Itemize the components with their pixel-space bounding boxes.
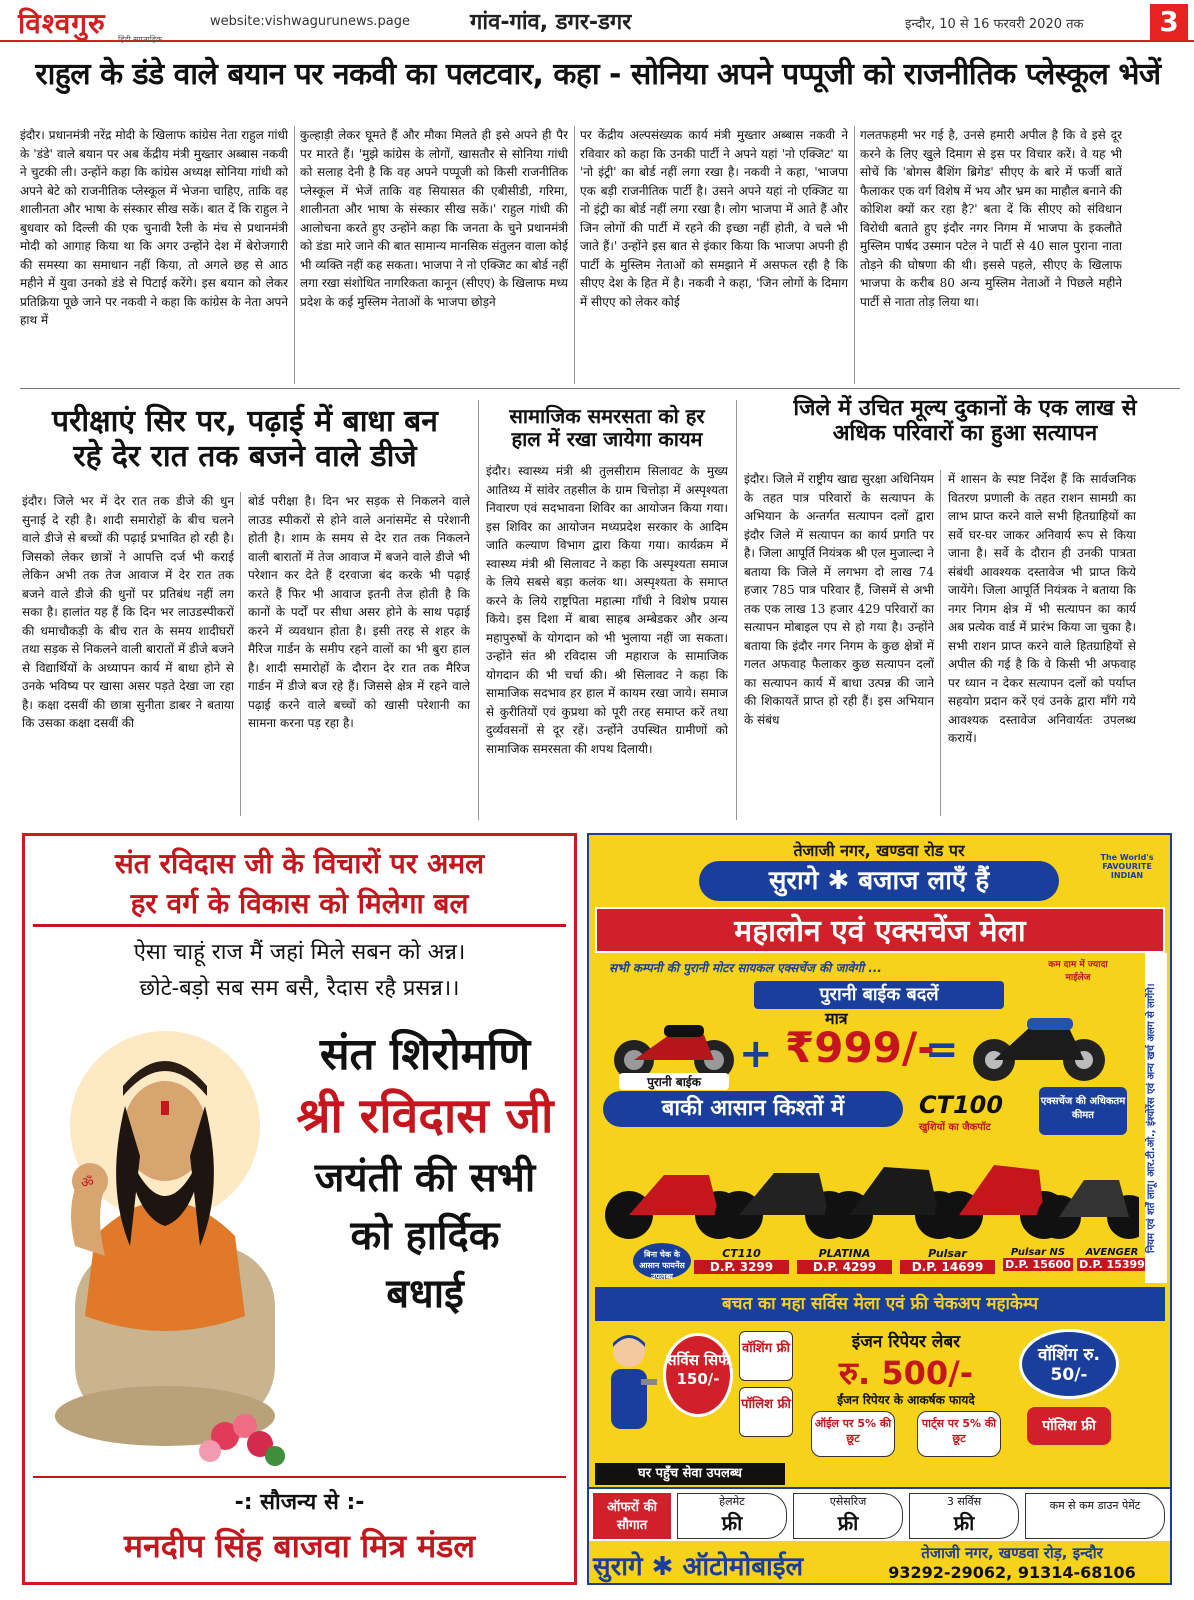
story4-column-1: इंदौर। जिले में राष्ट्रीय खाद्य सुरक्षा अधिनियम के तहत पात्र परिवारों के सत्यापन के अभियान के अन्तर्गत सत्यापन दलों द्वारा इंदौर जिले में सत्यापन का कार्य प्रगति पर है। जिला आपूर्ति नियंत्रक श्री एल मुजाल्दा ने बताया कि जिले में लगभग दो लाख 74 हजार 785 पात्र परिवार हैं, जिसमें से अभी तक एक लाख 13 हजार 429 परिवारों का सत्यापन मोबाइल एप से हो गया है। उन्होंने बताया कि इंदौर नगर निगम के कुछ क्षेत्रों में गलत अफवाह फैलाकर कुछ सत्यापन दलों का सत्यापन कार्य में बाधा उत्पन्न की जाने की शिकायतें प्राप्त हो रही हैं। इस अभियान के संबंध	[744, 472, 934, 727]
column-divider	[940, 470, 941, 816]
bike-price-tag	[797, 1247, 892, 1274]
offer-value: फ्री	[721, 1511, 743, 1535]
dateline: इन्दौर, 10 से 16 फरवरी 2020 तक	[905, 17, 1084, 32]
story2-headline	[20, 405, 470, 474]
masthead	[0, 0, 1194, 42]
dealer-phone: 93292-29062, 91314-68106	[888, 1563, 1136, 1582]
story2-headline-line1: परीक्षाएं सिर पर, पढ़ाई में बाधा बन	[52, 404, 438, 439]
column-divider	[736, 400, 737, 820]
bike-dp: 3299	[739, 1260, 774, 1274]
dealer-address: तेजाजी नगर, खण्डवा रोड़, इन्दौर	[921, 1544, 1103, 1562]
story1-column-3: पर केंद्रीय अल्पसंख्यक कार्य मंत्री मुख्तार अब्बास नकवी ने रविवार को कहा कि उनकी पार्टी ने अपने यहां 'नो एक्जिट' या 'नो इंट्री' का बोर्ड नहीं लगा रखा है। नकवी ने कहा, 'भाजपा एक बड़ी राजनीतिक पार्टी है। उसने अपने यहां नो एक्जिट या नो इंट्री का बोर्ड नहीं लगा रखा है। लोग भाजपा में आते हैं और जिन लोगों की पार्टी में रहने की इच्छा नहीं होती, वे चले भी जाते हैं।' उन्होंने इस बात से इंकार किया कि भाजपा अपनी ही पार्टी के मुस्लिम नेताओं को समझाने में असफल रही है कि सीएए देश के हित में है। नकवी ने कहा, 'जिन लोगों के दिमाग में सीएए को लेकर कोई	[580, 128, 848, 309]
saint-ravidas-illustration	[35, 1016, 295, 1466]
offers-strip	[589, 1487, 1170, 1541]
washing-50-offer: वॉशिंग रु. 50/-	[1019, 1329, 1119, 1399]
only-label: मात्र	[825, 1009, 848, 1028]
couplet-line2: छोटे-बड़ो सब सम बसै, रैदास रहै प्रसन्न।।	[139, 976, 460, 1001]
story4-column-2: में शासन के स्पष्ट निर्देश हैं कि सार्वजनिक वितरण प्रणाली के तहत राशन सामग्री का लाभ प्राप्त करने वाले सभी हितग्राहियों का सर्वे घर-घर जाकर अनिवार्य रूप से किया जाना है। सर्वे के दौरान ही उनकी पात्रता संबंधी आवश्यक दस्तावेज भी प्राप्त किये जायेंगे। जिला आपूर्ति नियंत्रक ने बताया कि नगर निगम क्षेत्र में भी सत्यापन का कार्य अब प्रत्येक वार्ड में प्रारंभ किया जा चुका है। सभी राशन प्राप्त करने वाले हितग्राहियों से अपील की गई है कि वे किसी भी अफवाह पर ध्यान न देकर सत्यापन दलों को पर्याप्त सहयोग प्रदान करें एवं उनके द्वारा माँगे गये आवश्यक दस्तावेज अनिवार्यतः उपलब्ध करायें।	[948, 472, 1136, 745]
dp-label: D.P.	[812, 1260, 839, 1274]
exchange-value-badge: एक्सचेंज की अधिकतम कीमत	[1039, 1087, 1127, 1135]
logo-subtitle: हिंदी साप्ताहिक	[118, 35, 163, 44]
old-bike-exchange: पुरानी बाईक बदलें	[754, 981, 1004, 1009]
bike-dp: 14699	[941, 1260, 984, 1274]
dp-label: D.P.	[911, 1260, 938, 1274]
ad-title-line2: हर वर्ग के विकास को मिलेगा बल	[130, 887, 469, 920]
bike-dp: 4299	[842, 1260, 877, 1274]
story3-headline	[492, 405, 722, 451]
offer-label: हेलमेट	[719, 1495, 745, 1508]
greeting-line5: बधाई	[386, 1271, 464, 1317]
website-url: website:vishwagurunews.page	[210, 14, 410, 29]
story2-headline-line2: रहे देर रात तक बजने वाले डीजे	[73, 438, 417, 474]
bike-model: AVENGER	[1085, 1247, 1139, 1258]
page-number: 3	[1150, 4, 1188, 40]
bike-dp: 15600	[1032, 1258, 1071, 1271]
engine-labour-price: रु. 500/-	[838, 1354, 974, 1392]
column-divider	[854, 126, 855, 384]
bike-dp: 15399	[1106, 1258, 1145, 1271]
new-bike-icon	[969, 1000, 1109, 1085]
offer-label: 3 सर्विस	[946, 1495, 982, 1508]
oil-discount: ऑईल पर 5% की छूट	[811, 1411, 895, 1457]
sponsor-name: मनदीप सिंह बाजवा मित्र मंडल	[123, 1527, 476, 1565]
service-offer: सर्विस सिर्फ 150/-	[663, 1333, 733, 1417]
dp-label: D.P.	[709, 1260, 736, 1274]
story4-headline-line1: जिले में उचित मूल्य दुकानों के एक लाख से	[793, 396, 1137, 421]
greeting-line2: श्री रविदास जी	[296, 1088, 554, 1144]
parts-discount: पार्ट्स पर 5% की छूट	[917, 1411, 1001, 1457]
jackpot-tagline: खुशियों का जैकपॉट	[919, 1122, 991, 1133]
story3-headline-line1: सामाजिक समरसता को हर	[509, 404, 705, 428]
bikes-lineup-illustration	[599, 1135, 1139, 1245]
story2-column-2: बोर्ड परीक्षा है। दिन भर सड़क से निकलने वाले लाउड स्पीकरों से होने वाले अनांसमेंट से परेशानी होती है। शाम के समय से देर रात तक निकलने वाली बारातों में तेज आवाज में बजने वाले डीजे भी परेशान कर देते हैं दरवाजा बंद करके भी पढ़ाई करते हैं फिर भी आवाज इतनी तेज होती है कि कानों के पर्दों पर सीधा असर होने के साथ पढ़ाई करने में व्यवधान होता है। इसी तरह से शहर के मैरिज गार्डन के समीप रहने वालों का भी बुरा हाल है। शादी समारोहों के दौरान देर रात तक मैरिज गार्डन में डीजे बज रहे हैं। जिससे क्षेत्र में रहने वाले पढ़ाई करने वाले बच्चों को खासी परेशानी का सामना करना पड़ रहा है।	[248, 494, 470, 730]
service-banner: बचत का महा सर्विस मेला एवं फ्री चेकअप महाकेम्प	[595, 1287, 1165, 1321]
column-divider	[240, 492, 241, 816]
polish-free-badge: पॉलिश फ्री	[739, 1387, 793, 1437]
ad-divider	[33, 1476, 566, 1478]
bike-price-tag	[900, 1247, 995, 1274]
ct100-logo: CT100	[919, 1091, 1004, 1119]
story3-headline-line2: हाल में रखा जायेगा कायम	[511, 427, 703, 451]
offer-label: एसेसरिज	[829, 1495, 867, 1508]
greeting-line1: संत शिरोमणि	[319, 1029, 531, 1080]
section-divider	[20, 388, 1180, 389]
polish-free-badge-2: पॉलिश फ्री	[1027, 1407, 1111, 1445]
bike-model: Pulsar NS	[1010, 1247, 1066, 1258]
engine-benefits-note: ईंजन रिपेयर के आकर्षक फायदे	[837, 1393, 975, 1407]
column-divider	[478, 400, 479, 820]
newspaper-logo: विश्वगुरु	[18, 7, 106, 40]
section-slogan: गांव-गांव, डगर-डगर	[470, 10, 632, 35]
story1-column-4: गलतफहमी भर गई है, उनसे हमारी अपील है कि वे इसे दूर करने के लिए खुले दिमाग से इस पर विचार करें। वे यह भी सोचें कि 'बोगस बैशिंग ब्रिगेड' सीएए के बारे में फर्जी बातें फैलाकर एक वर्ग विशेष में भय और भ्रम का माहौल बनाने की कोशिश क्यों कर रहा है?' बता दें कि सीएए को संविधान विरोधी बताते हुए इंदौर नगर निगम में भाजपा के इकलौते मुस्लिम पार्षद उस्मान पटेल ने पार्टी से 40 साल पुराना नाता तोड़ने की घोषणा की थी। इससे पहले, सीएए के खिलाफ भाजपा के करीब 80 अन्य मुस्लिम नेताओं ने पिछले महीने पार्टी से नाता तोड़ लिया था।	[860, 128, 1122, 309]
courtesy-label: -: सौजन्य से :-	[234, 1490, 365, 1515]
equals-icon: =	[925, 1027, 959, 1073]
engine-labour-label: इंजन रिपेयर लेबर	[851, 1332, 961, 1352]
dp-label: D.P.	[1079, 1258, 1103, 1271]
bike-price-tag	[694, 1247, 789, 1274]
dealer-name: सुरागे ✱ ऑटोमोबाईल	[593, 1552, 804, 1582]
ad-location: तेजाजी नगर, खण्डवा रोड पर	[793, 841, 965, 860]
story2-column-1: इंदौर। जिले भर में देर रात तक डीजे की धुन सुनाई दे रही है। शादी समारोहों के बीच चलने वाले डीजे से बच्चों की पढ़ाई प्रभावित हो रही है। जिसको लेकर छात्रों ने आपत्ति दर्ज भी कराई लेकिन अभी तक तेज आवाज में देर रात तक बजने वाले डीजे की धुनों पर प्रतिबंध नहीं लग सका है। हालांत यह हैं कि दिन भर लाउडस्पीकरों की धमाचौकड़ी के बीच रात के समय शादीघरों तथा सड़क से निकलने वाली बारातों में डीजे बजने से विद्यार्थियों के अध्यापन कार्य में बाधा होने से उनके भविष्य पर खासा असर पड़ते देखा जा रहा है। कक्षा दसवीं की छात्रा सुनीता डाबर ने बताया कि उसका कक्षा दसवीं की	[22, 494, 234, 730]
finance-badge: बिना चेक के आसान फायनेंस उपलब्ध	[633, 1243, 691, 1279]
exchange-note: सभी कम्पनी की पुरानी मोटर सायकल एक्सचेंज की जावेगी ...	[609, 961, 882, 975]
mechanic-icon	[599, 1329, 659, 1449]
offer-service	[909, 1493, 1019, 1539]
old-bike-tag: पुरानी बाईक	[619, 1073, 729, 1090]
brand-line: सुरागे ✱ बजाज लाएँ हैं	[699, 861, 1059, 901]
offer-accessories	[793, 1493, 903, 1539]
offers-title: ऑफरों की सौगात	[593, 1493, 671, 1539]
offer-label: कम से कम डाउन पेमेंट	[1049, 1499, 1141, 1512]
ad-title-line1: संत रविदास जी के विचारों पर अमल	[114, 847, 485, 880]
ad-divider	[33, 924, 566, 927]
offer-helmet	[677, 1493, 787, 1539]
bike-model: Pulsar	[928, 1247, 967, 1260]
story3-body: इंदौर। स्वास्थ्य मंत्री श्री तुलसीराम सिलावट के मुख्य आतिथ्य में सांवेर तहसील के ग्राम चित्तोड़ा में अस्पृश्यता निवारण एवं सदभावना शिविर का आयोजन किया गया। इस शिविर का आयोजन मध्यप्रदेश सरकार के आदिम जाति कल्याण विभाग द्वारा किया गया। कार्यक्रम में स्वास्थ्य मंत्री श्री सिलावट ने कहा कि अस्पृश्यता समाज के लिये सबसे बड़ा कलंक था। अस्पृश्यता के समाप्त करने के लिये राष्ट्रपिता महात्मा गाँधी ने विशेष प्रयास किये। इस दिशा में बाबा साहब अम्बेडकर और अन्य महापुरुषों के योगदान को भी भुलाया नहीं जा सकता। उन्होंने संत श्री रविदास जी महाराज के सामाजिक योगदान की भी चर्चा की। श्री सिलावट ने कहा कि सामाजिक सदभाव हर हाल में कायम रखा जाये। समाज से कुरीतियों एवं कुप्रथा को पूरी तरह समाप्त करें तथा दुर्व्यवसनों से दूर रहें। उन्होंने उपस्थित ग्रामीणों को सामाजिक समरसता की शपथ दिलायी।	[486, 464, 728, 756]
emi-banner: बाकी आसान किश्तों में	[603, 1091, 903, 1127]
bike-price-tag	[1077, 1247, 1147, 1271]
greeting-line3: जयंती की सभी	[314, 1155, 536, 1201]
ravidas-jayanti-ad	[22, 833, 577, 1585]
offer-value: फ्री	[837, 1511, 859, 1535]
story4-headline	[750, 396, 1180, 447]
bajaj-badge: The World's FAVOURITE INDIAN	[1100, 853, 1154, 880]
couplet-line1: ऐसा चाहूं राज मैं जहां मिले सबन को अन्न।	[133, 940, 466, 965]
terms-side-note: नियम एवं शर्तें लागू। आर.टी.ओ., इंश्योरेंस एवं अन्य खर्च अलग से लागेंगे।	[1145, 953, 1167, 1283]
story1-column-2: कुल्हाड़ी लेकर घूमते हैं और मौका मिलते ही इसे अपने ही पैर पर मारते हैं। 'मुझे कांग्रेस के लोगों, खासतौर से सोनिया गांधी को सलाह देनी है कि वह अपने पप्पूजी को किसी राजनीतिक प्लेस्कूल में भेजें ताकि वह सियासत की एबीसीडी, गरिमा, शालीनता और भाषा के संस्कार सीख सकें।' राहुल गांधी की आलोचना करते हुए उन्होंने कहा कि जनता के चुने प्रधानमंत्री को डंडा मारे जाने की बात सामान्य मानसिक संतुलन वाला कोई भी व्यक्ति नहीं कह सकता। भाजपा ने नो एक्जिट का बोर्ड नहीं लगा रखा संशोधित नागरिकता कानून (सीएए) के खिलाफ मध्य प्रदेश के कई मुस्लिम नेताओं के भाजपा छोड़ने	[300, 128, 568, 309]
mela-banner: महालोन एवं एक्सचेंज मेला	[595, 907, 1165, 953]
bike-model: CT110	[722, 1247, 761, 1260]
greeting-line4: को हार्दिक	[350, 1213, 500, 1259]
offer-down-payment	[1025, 1493, 1165, 1539]
hand-om-mark: ॐ	[81, 1175, 94, 1191]
washing-free-badge: वॉशिंग फ्री	[739, 1331, 793, 1381]
bike-price-tag	[1003, 1247, 1073, 1271]
story4-headline-line2: अधिक परिवारों का हुआ सत्यापन	[832, 421, 1098, 447]
column-divider	[294, 126, 295, 384]
bike-model: PLATINA	[818, 1247, 871, 1260]
offer-value: फ्री	[953, 1511, 975, 1535]
home-service: घर पहुँच सेवा उपलब्ध	[595, 1463, 785, 1485]
column-divider	[574, 126, 575, 384]
plus-icon: +	[739, 1031, 773, 1077]
exchange-price: ₹999/-	[785, 1023, 935, 1072]
bike-avenger-icon	[1037, 1180, 1139, 1239]
bajaj-dealer-ad	[587, 833, 1172, 1585]
best-price-tag: कम दाम में ज्यादा माईलेज	[1048, 960, 1108, 983]
dp-label: D.P.	[1005, 1258, 1029, 1271]
story1-headline: राहुल के डंडे वाले बयान पर नकवी का पलटवार, कहा - सोनिया अपने पप्पूजी को राजनीतिक प्लेस्कूल भेजें	[35, 57, 1161, 92]
story1-column-1: इंदौर। प्रधानमंत्री नरेंद्र मोदी के खिलाफ कांग्रेस नेता राहुल गांधी के 'डंडे' वाले बयान पर अब केंद्रीय मंत्री मुख्तार अब्बास नकवी ने चुटकी ली। उन्होंने कहा कि कांग्रेस अध्यक्ष सोनिया गांधी को अपने बेटे को राजनीतिक प्लेस्कूल में भेजना चाहिए, ताकि वह शालीनता और भाषा के संस्कार सीख सकें। बात दें कि राहुल ने बुधवार को दिल्ली की एक चुनावी रैली के मंच से प्रधानमंत्री मोदी को आगाह किया था कि अगर उन्होंने देश में बेरोजगारी की समस्या का समाधान नहीं किया, तो अगले छह से आठ महीने में युवा उनको डंडे से पिटाई करेंगे। इस बयान को लेकर प्रतिक्रिया पूछे जाने पर नकवी ने कहा कि कांग्रेस के नेता अपने हाथ में	[20, 128, 288, 327]
